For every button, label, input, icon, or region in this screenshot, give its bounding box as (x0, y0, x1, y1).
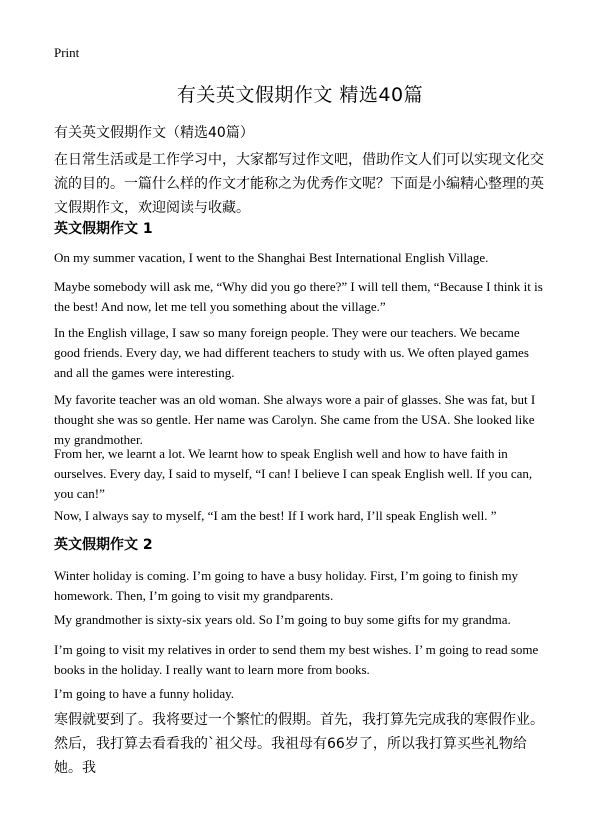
section-1-paragraph: My favorite teacher was an old woman. She always wore a pair of glasses. She was fat, but I thought she was so gentle. Her name was Carolyn. She came from the USA. She looked like my grandmother. (54, 392, 536, 447)
section-2-paragraph: I’m going to have a funny holiday. (54, 686, 235, 701)
print-label: Print (54, 45, 80, 60)
intro-paragraph: 在日常生活或是工作学习中，大家都写过作文吧，借助作文人们可以实现文化交流的目的。一篇什么样的作文才能称之为优秀作文呢？下面是小编精心整理的英文假期作文，欢迎阅读与收藏。 (54, 152, 544, 216)
section-1-paragraph: Now, I always say to myself, “I am the best! If I work hard, I’ll speak English well. ” (54, 508, 497, 523)
section-1-paragraph: On my summer vacation, I went to the Shanghai Best International English Village. (54, 250, 489, 265)
document-subtitle: 有关英文假期作文（精选40篇） (54, 125, 254, 141)
section-2-heading: 英文假期作文 2 (54, 537, 153, 553)
section-2-paragraph: Winter holiday is coming. I’m going to have a busy holiday. First, I’m going to finish my homework. Then, I’m going to visit my grandparents. (54, 568, 519, 603)
section-1-paragraph: Maybe somebody will ask me, “Why did you go there?” I will tell them, “Because I think it is the best! And now, let me tell you something about the village.” (54, 279, 543, 314)
chinese-paragraph: 寒假就要到了。我将要过一个繁忙的假期。首先，我打算先完成我的寒假作业。然后，我打算去看看我的`祖父母。我祖母有66岁了，所以我打算买些礼物给她。我 (54, 712, 544, 776)
document-title: 有关英文假期作文 精选40篇 (176, 84, 424, 106)
section-2-paragraph: I’m going to visit my relatives in order to send them my best wishes. I’ m going to read some books in the holiday. I really want to learn more from books. (54, 642, 539, 677)
section-1-heading: 英文假期作文 1 (54, 221, 153, 237)
section-2-paragraph: My grandmother is sixty-six years old. So I’m going to buy some gifts for my grandma. (54, 612, 511, 627)
section-1-paragraph: In the English village, I saw so many foreign people. They were our teachers. We became good friends. Every day, we had different teachers to study with us. We often played games and all the games were interesting. (54, 325, 529, 380)
section-1-paragraph: From her, we learnt a lot. We learnt how to speak English well and how to have faith in ourselves. Every day, I said to myself, “I can! I believe I can speak English well. If you can, you can!” (54, 446, 533, 501)
